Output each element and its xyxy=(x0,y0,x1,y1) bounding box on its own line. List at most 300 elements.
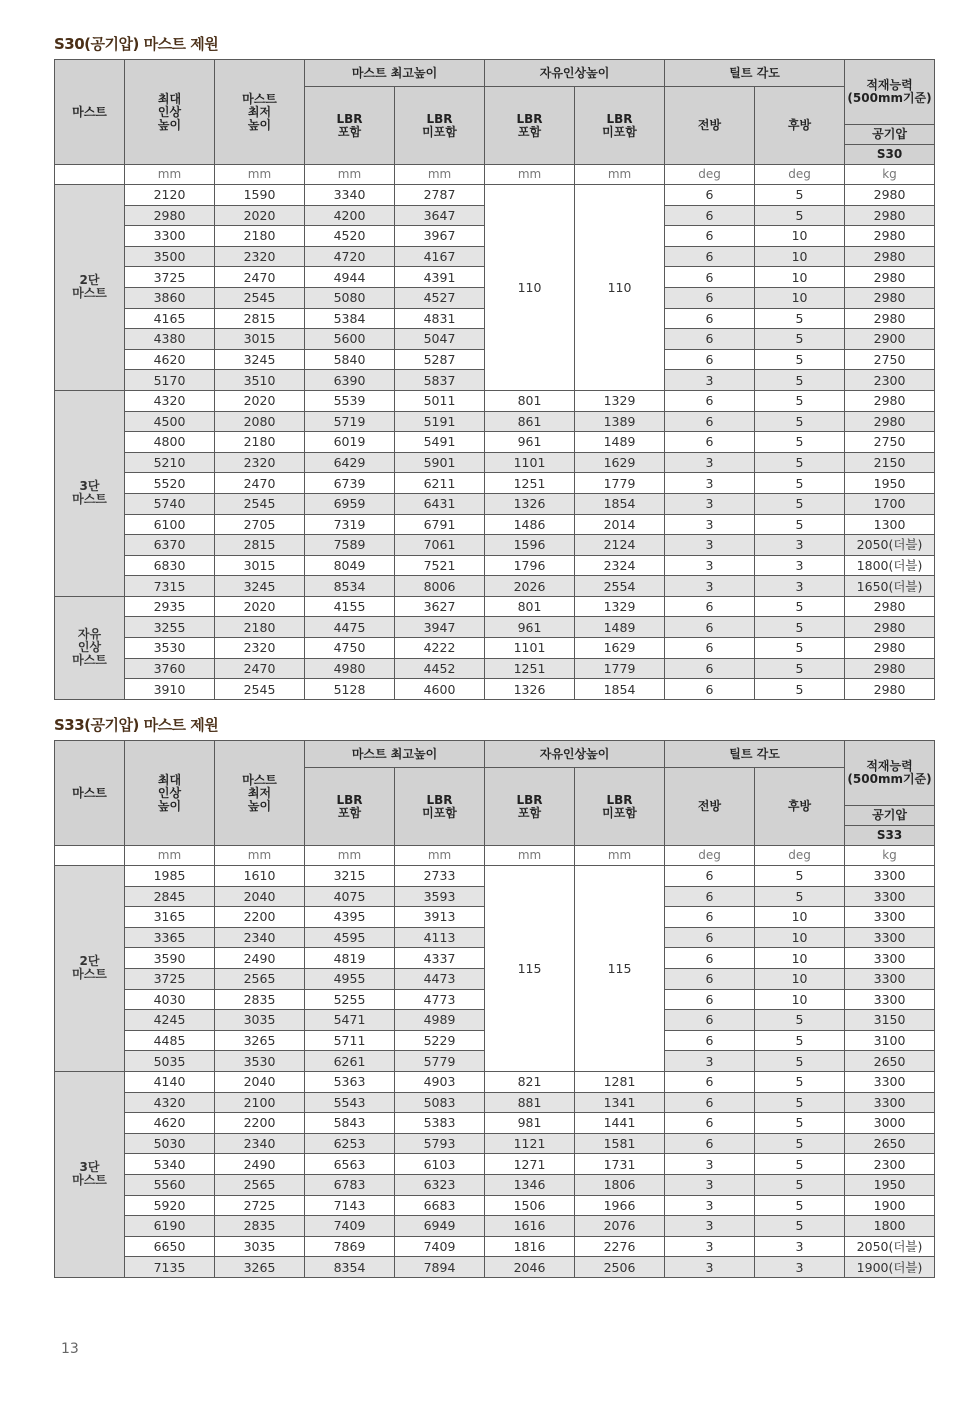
unit-label: deg xyxy=(755,165,845,185)
data-cell: 5 xyxy=(755,514,845,535)
data-cell: 1251 xyxy=(485,473,575,494)
data-cell: 5 xyxy=(755,679,845,700)
data-cell: 5 xyxy=(755,658,845,679)
data-cell: 2725 xyxy=(215,1195,305,1216)
data-cell: 6019 xyxy=(305,432,395,453)
data-cell: 1326 xyxy=(485,679,575,700)
data-cell: 2320 xyxy=(215,246,305,267)
data-cell: 7409 xyxy=(305,1216,395,1237)
data-cell: 2733 xyxy=(395,866,485,887)
table-row xyxy=(55,1154,935,1175)
unit-label: mm xyxy=(215,846,305,866)
data-cell: 5383 xyxy=(395,1113,485,1134)
data-cell: 3300 xyxy=(845,927,935,948)
table-row xyxy=(55,1257,935,1278)
data-cell: 3300 xyxy=(845,948,935,969)
free-lift-merged-value: 110 xyxy=(485,185,575,391)
data-cell: 2980 xyxy=(845,308,935,329)
text-line: 최저 xyxy=(247,785,272,800)
data-cell: 3 xyxy=(665,1195,755,1216)
data-cell: 1950 xyxy=(845,1174,935,1195)
header-capacity xyxy=(845,741,935,806)
data-cell: 3300 xyxy=(845,1071,935,1092)
data-cell: 5 xyxy=(755,308,845,329)
data-cell: 6 xyxy=(665,246,755,267)
data-cell: 3035 xyxy=(215,1010,305,1031)
data-cell: 5543 xyxy=(305,1092,395,1113)
unit-label: mm xyxy=(395,846,485,866)
table-row xyxy=(55,596,935,617)
data-cell: 4527 xyxy=(395,287,485,308)
header-tilt-forward: 전방 xyxy=(665,87,755,165)
data-cell: 5 xyxy=(755,1092,845,1113)
table-row xyxy=(55,473,935,494)
data-cell: 3300 xyxy=(845,968,935,989)
data-cell: 1441 xyxy=(575,1113,665,1134)
data-cell: 6 xyxy=(665,638,755,659)
data-cell: 2705 xyxy=(215,514,305,535)
data-cell: 4320 xyxy=(125,390,215,411)
text-line: LBR xyxy=(516,792,543,807)
unit-label: kg xyxy=(845,165,935,185)
text-line: 적재능력 xyxy=(866,759,913,773)
header-min-mast-height xyxy=(215,741,305,846)
header-air-tire: 공기압 xyxy=(845,806,935,826)
data-cell: 2787 xyxy=(395,185,485,206)
data-cell: 6783 xyxy=(305,1174,395,1195)
data-cell: 2040 xyxy=(215,886,305,907)
data-cell: 5 xyxy=(755,473,845,494)
text-line: 높이 xyxy=(247,798,272,813)
data-cell: 1300 xyxy=(845,514,935,535)
data-cell: 5083 xyxy=(395,1092,485,1113)
unit-label: mm xyxy=(305,165,395,185)
data-cell: 1326 xyxy=(485,493,575,514)
text-line: 마스트 xyxy=(72,286,107,301)
data-cell: 2020 xyxy=(215,205,305,226)
data-cell: 2080 xyxy=(215,411,305,432)
data-cell: 3 xyxy=(665,370,755,391)
header-max-lift-height xyxy=(125,741,215,846)
unit-label: kg xyxy=(845,846,935,866)
text-line: (500mm기준) xyxy=(847,772,932,786)
data-cell: 2565 xyxy=(215,968,305,989)
data-cell: 5600 xyxy=(305,329,395,350)
table-row xyxy=(55,638,935,659)
data-cell: 4245 xyxy=(125,1010,215,1031)
data-cell: 5 xyxy=(755,349,845,370)
unit-label: mm xyxy=(575,846,665,866)
data-cell: 2935 xyxy=(125,596,215,617)
data-cell: 3150 xyxy=(845,1010,935,1031)
data-cell: 3365 xyxy=(125,927,215,948)
data-cell: 3 xyxy=(665,514,755,535)
data-cell: 10 xyxy=(755,968,845,989)
mast-group-label xyxy=(55,390,125,596)
data-cell: 3 xyxy=(755,576,845,597)
data-cell: 1629 xyxy=(575,638,665,659)
data-cell: 3300 xyxy=(845,886,935,907)
data-cell: 6 xyxy=(665,390,755,411)
data-cell: 4595 xyxy=(305,927,395,948)
data-cell: 5 xyxy=(755,1071,845,1092)
table-row xyxy=(55,432,935,453)
data-cell: 2040 xyxy=(215,1071,305,1092)
data-cell: 5 xyxy=(755,866,845,887)
data-cell: 4903 xyxy=(395,1071,485,1092)
data-cell: 6 xyxy=(665,679,755,700)
data-cell: 6 xyxy=(665,617,755,638)
data-cell: 1101 xyxy=(485,452,575,473)
header-free-lift-height: 자유인상높이 xyxy=(485,741,665,768)
data-cell: 2980 xyxy=(845,411,935,432)
text-line: 자유 xyxy=(77,627,102,642)
data-cell: 2845 xyxy=(125,886,215,907)
text-line: LBR xyxy=(606,111,633,126)
data-cell: 3265 xyxy=(215,1257,305,1278)
spec-table-s33 xyxy=(54,740,935,1278)
text-line: 2단 xyxy=(79,273,100,288)
data-cell: 4391 xyxy=(395,267,485,288)
data-cell: 801 xyxy=(485,390,575,411)
data-cell: 1800(더블) xyxy=(845,555,935,576)
unit-label: deg xyxy=(665,846,755,866)
unit-label: mm xyxy=(575,165,665,185)
header-lbr-excluded xyxy=(395,87,485,165)
data-cell: 2120 xyxy=(125,185,215,206)
data-cell: 3300 xyxy=(845,989,935,1010)
data-cell: 2750 xyxy=(845,432,935,453)
units-row xyxy=(55,165,935,185)
mast-group-label xyxy=(55,1071,125,1277)
data-cell: 2980 xyxy=(845,390,935,411)
data-cell: 2200 xyxy=(215,1113,305,1134)
data-cell: 8049 xyxy=(305,555,395,576)
data-cell: 1346 xyxy=(485,1174,575,1195)
data-cell: 4140 xyxy=(125,1071,215,1092)
data-cell: 5 xyxy=(755,411,845,432)
data-cell: 6190 xyxy=(125,1216,215,1237)
data-cell: 2900 xyxy=(845,329,935,350)
data-cell: 6563 xyxy=(305,1154,395,1175)
data-cell: 3300 xyxy=(845,1092,935,1113)
data-cell: 7061 xyxy=(395,535,485,556)
data-cell: 1341 xyxy=(575,1092,665,1113)
text-line: 마스트 xyxy=(242,91,277,106)
data-cell: 1121 xyxy=(485,1133,575,1154)
data-cell: 4200 xyxy=(305,205,395,226)
data-cell: 2980 xyxy=(845,185,935,206)
header-free-lift-height: 자유인상높이 xyxy=(485,60,665,87)
data-cell: 5 xyxy=(755,452,845,473)
data-cell: 5287 xyxy=(395,349,485,370)
header-lbr-excluded xyxy=(575,768,665,846)
data-cell: 2980 xyxy=(845,596,935,617)
data-cell: 3015 xyxy=(215,555,305,576)
data-cell: 6211 xyxy=(395,473,485,494)
data-cell: 1251 xyxy=(485,658,575,679)
data-cell: 2200 xyxy=(215,907,305,928)
data-cell: 3627 xyxy=(395,596,485,617)
table-row xyxy=(55,493,935,514)
data-cell: 3015 xyxy=(215,329,305,350)
data-cell: 6 xyxy=(665,927,755,948)
data-cell: 6 xyxy=(665,1113,755,1134)
data-cell: 2050(더블) xyxy=(845,535,935,556)
data-cell: 6103 xyxy=(395,1154,485,1175)
header-mast-max-height: 마스트 최고높이 xyxy=(305,60,485,87)
data-cell: 1489 xyxy=(575,432,665,453)
text-line: 미포함 xyxy=(602,805,637,820)
text-line: LBR xyxy=(426,792,453,807)
data-cell: 4819 xyxy=(305,948,395,969)
data-cell: 6 xyxy=(665,866,755,887)
table-row xyxy=(55,535,935,556)
data-cell: 2980 xyxy=(845,267,935,288)
text-line: (500mm기준) xyxy=(847,91,932,105)
data-cell: 6 xyxy=(665,1092,755,1113)
data-cell: 2545 xyxy=(215,287,305,308)
header-lbr-excluded xyxy=(395,768,485,846)
header-max-lift-height xyxy=(125,60,215,165)
text-line: 인상 xyxy=(157,104,182,119)
data-cell: 3913 xyxy=(395,907,485,928)
data-cell: 2150 xyxy=(845,452,935,473)
data-cell: 3340 xyxy=(305,185,395,206)
data-cell: 1731 xyxy=(575,1154,665,1175)
data-cell: 3860 xyxy=(125,287,215,308)
spec-table-s30 xyxy=(54,59,935,700)
data-cell: 3 xyxy=(755,1236,845,1257)
data-cell: 4222 xyxy=(395,638,485,659)
data-cell: 3100 xyxy=(845,1030,935,1051)
text-line: 2단 xyxy=(79,954,100,969)
data-cell: 5011 xyxy=(395,390,485,411)
data-cell: 5 xyxy=(755,1154,845,1175)
table-row xyxy=(55,658,935,679)
data-cell: 10 xyxy=(755,246,845,267)
data-cell: 4475 xyxy=(305,617,395,638)
data-cell: 5 xyxy=(755,1133,845,1154)
header-lbr-included xyxy=(305,768,395,846)
data-cell: 4320 xyxy=(125,1092,215,1113)
data-cell: 1650(더블) xyxy=(845,576,935,597)
data-cell: 1700 xyxy=(845,493,935,514)
unit-blank xyxy=(55,165,125,185)
data-cell: 4165 xyxy=(125,308,215,329)
table-row xyxy=(55,1071,935,1092)
data-cell: 961 xyxy=(485,432,575,453)
data-cell: 2470 xyxy=(215,267,305,288)
data-cell: 2470 xyxy=(215,473,305,494)
text-line: LBR xyxy=(426,111,453,126)
data-cell: 6261 xyxy=(305,1051,395,1072)
data-cell: 4620 xyxy=(125,1113,215,1134)
data-cell: 2815 xyxy=(215,308,305,329)
data-cell: 6 xyxy=(665,411,755,432)
data-cell: 6739 xyxy=(305,473,395,494)
data-cell: 2046 xyxy=(485,1257,575,1278)
data-cell: 2340 xyxy=(215,1133,305,1154)
data-cell: 5840 xyxy=(305,349,395,370)
header-tilt-forward: 전방 xyxy=(665,768,755,846)
data-cell: 3 xyxy=(665,493,755,514)
data-cell: 5035 xyxy=(125,1051,215,1072)
data-cell: 5384 xyxy=(305,308,395,329)
data-cell: 5 xyxy=(755,1030,845,1051)
data-cell: 5 xyxy=(755,1216,845,1237)
table-row xyxy=(55,1113,935,1134)
data-cell: 1779 xyxy=(575,473,665,494)
data-cell: 10 xyxy=(755,948,845,969)
data-cell: 821 xyxy=(485,1071,575,1092)
text-line: 포함 xyxy=(517,124,542,139)
data-cell: 1950 xyxy=(845,473,935,494)
table-row xyxy=(55,390,935,411)
data-cell: 1610 xyxy=(215,866,305,887)
data-cell: 1329 xyxy=(575,596,665,617)
data-cell: 6253 xyxy=(305,1133,395,1154)
text-line: 포함 xyxy=(517,805,542,820)
data-cell: 5779 xyxy=(395,1051,485,1072)
unit-label: mm xyxy=(395,165,485,185)
data-cell: 2545 xyxy=(215,493,305,514)
data-cell: 5210 xyxy=(125,452,215,473)
data-cell: 4473 xyxy=(395,968,485,989)
data-cell: 2980 xyxy=(845,679,935,700)
data-cell: 5 xyxy=(755,596,845,617)
data-cell: 4520 xyxy=(305,226,395,247)
data-cell: 6683 xyxy=(395,1195,485,1216)
unit-label: mm xyxy=(485,165,575,185)
data-cell: 1816 xyxy=(485,1236,575,1257)
data-cell: 1900(더블) xyxy=(845,1257,935,1278)
data-cell: 2506 xyxy=(575,1257,665,1278)
unit-label: mm xyxy=(485,846,575,866)
text-line: 마스트 xyxy=(72,492,107,507)
data-cell: 6959 xyxy=(305,493,395,514)
data-cell: 6 xyxy=(665,308,755,329)
data-cell: 6949 xyxy=(395,1216,485,1237)
data-cell: 3245 xyxy=(215,576,305,597)
data-cell: 6 xyxy=(665,658,755,679)
data-cell: 3165 xyxy=(125,907,215,928)
data-cell: 5 xyxy=(755,886,845,907)
data-cell: 6791 xyxy=(395,514,485,535)
data-cell: 3725 xyxy=(125,968,215,989)
free-lift-merged-value: 115 xyxy=(485,866,575,1072)
data-cell: 2980 xyxy=(125,205,215,226)
data-cell: 2300 xyxy=(845,1154,935,1175)
data-cell: 4800 xyxy=(125,432,215,453)
data-cell: 7869 xyxy=(305,1236,395,1257)
header-row xyxy=(55,741,935,768)
data-cell: 5080 xyxy=(305,287,395,308)
data-cell: 5920 xyxy=(125,1195,215,1216)
data-cell: 2490 xyxy=(215,948,305,969)
data-cell: 1779 xyxy=(575,658,665,679)
header-min-mast-height xyxy=(215,60,305,165)
data-cell: 7315 xyxy=(125,576,215,597)
data-cell: 3 xyxy=(665,535,755,556)
text-line: 마스트 xyxy=(242,772,277,787)
data-cell: 2980 xyxy=(845,617,935,638)
text-line: 높이 xyxy=(247,117,272,132)
data-cell: 2490 xyxy=(215,1154,305,1175)
data-cell: 3530 xyxy=(125,638,215,659)
header-row xyxy=(55,60,935,87)
header-tilt-backward: 후방 xyxy=(755,768,845,846)
data-cell: 4155 xyxy=(305,596,395,617)
text-line: 마스트 xyxy=(72,1173,107,1188)
text-line: 3단 xyxy=(79,479,100,494)
data-cell: 7521 xyxy=(395,555,485,576)
data-cell: 3245 xyxy=(215,349,305,370)
data-cell: 7589 xyxy=(305,535,395,556)
data-cell: 4395 xyxy=(305,907,395,928)
data-cell: 2050(더블) xyxy=(845,1236,935,1257)
data-cell: 961 xyxy=(485,617,575,638)
data-cell: 5170 xyxy=(125,370,215,391)
data-cell: 4167 xyxy=(395,246,485,267)
table-row xyxy=(55,185,935,206)
data-cell: 5 xyxy=(755,1113,845,1134)
data-cell: 2650 xyxy=(845,1051,935,1072)
data-cell: 3 xyxy=(665,473,755,494)
data-cell: 2180 xyxy=(215,432,305,453)
data-cell: 5 xyxy=(755,1010,845,1031)
data-cell: 2300 xyxy=(845,370,935,391)
data-cell: 4500 xyxy=(125,411,215,432)
data-cell: 3947 xyxy=(395,617,485,638)
data-cell: 10 xyxy=(755,267,845,288)
data-cell: 6 xyxy=(665,287,755,308)
data-cell: 1800 xyxy=(845,1216,935,1237)
header-capacity xyxy=(845,60,935,125)
data-cell: 2835 xyxy=(215,1216,305,1237)
data-cell: 5719 xyxy=(305,411,395,432)
text-line: 3단 xyxy=(79,1160,100,1175)
data-cell: 3000 xyxy=(845,1113,935,1134)
units-row xyxy=(55,846,935,866)
table-row xyxy=(55,1195,935,1216)
data-cell: 5 xyxy=(755,1195,845,1216)
text-line: 최저 xyxy=(247,104,272,119)
header-mast: 마스트 xyxy=(55,741,125,846)
data-cell: 6 xyxy=(665,948,755,969)
data-cell: 1616 xyxy=(485,1216,575,1237)
data-cell: 4620 xyxy=(125,349,215,370)
text-line: 높이 xyxy=(157,798,182,813)
text-line: 최대 xyxy=(157,772,182,787)
data-cell: 3 xyxy=(665,1257,755,1278)
data-cell: 2565 xyxy=(215,1174,305,1195)
data-cell: 5520 xyxy=(125,473,215,494)
text-line: LBR xyxy=(336,792,363,807)
text-line: LBR xyxy=(516,111,543,126)
data-cell: 1854 xyxy=(575,493,665,514)
data-cell: 1966 xyxy=(575,1195,665,1216)
page-number: 13 xyxy=(61,1341,79,1357)
data-cell: 2076 xyxy=(575,1216,665,1237)
data-cell: 1985 xyxy=(125,866,215,887)
data-cell: 801 xyxy=(485,596,575,617)
data-cell: 2980 xyxy=(845,226,935,247)
data-cell: 2815 xyxy=(215,535,305,556)
data-cell: 4944 xyxy=(305,267,395,288)
data-cell: 1796 xyxy=(485,555,575,576)
data-cell: 2014 xyxy=(575,514,665,535)
